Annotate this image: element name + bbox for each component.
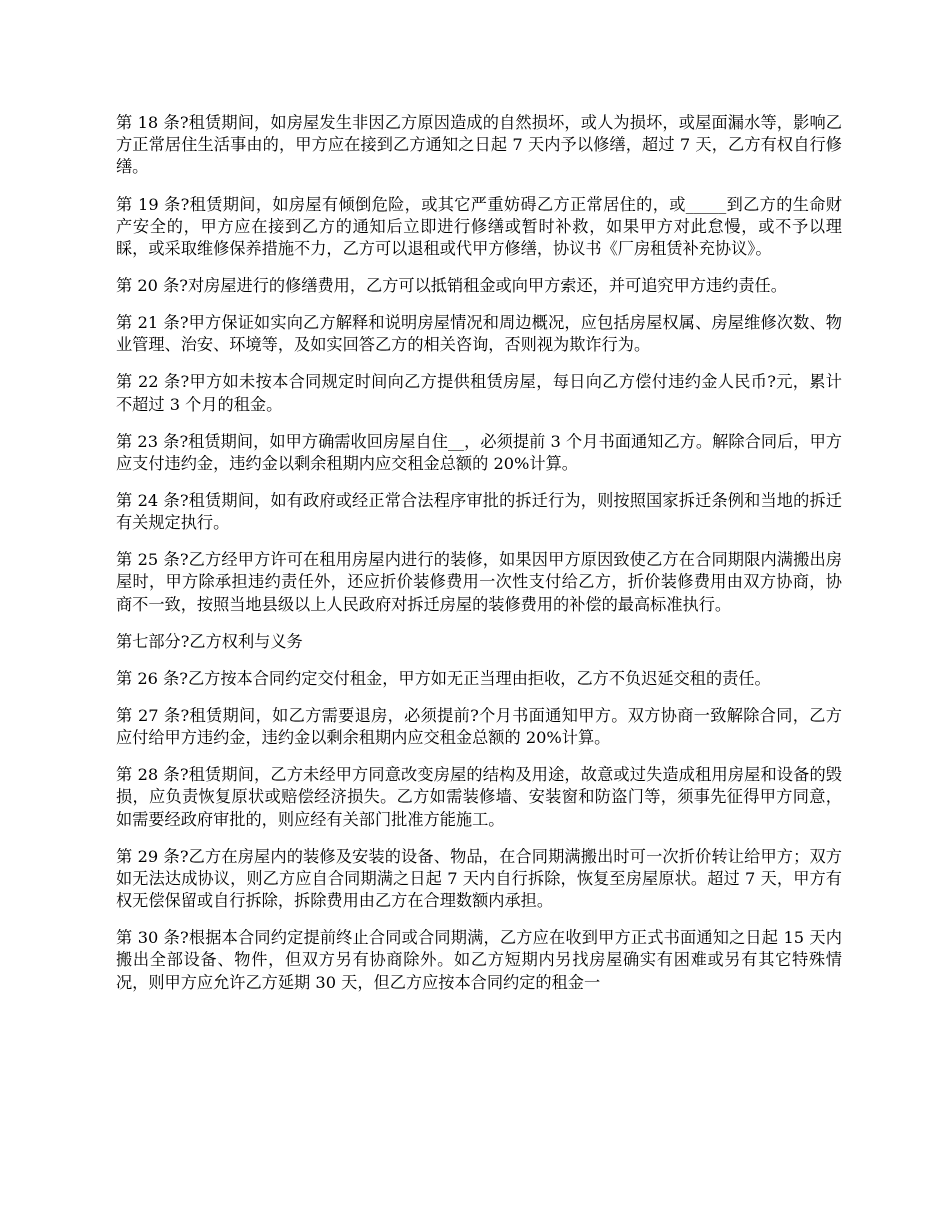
article-26-paragraph: 第 26 条?乙方按本合同约定交付租金，甲方如无正当理由拒收，乙方不负迟延交租的责任。 xyxy=(116,668,771,688)
article-21-paragraph: 第 21 条?甲方保证如实向乙方解释和说明房屋情况和周边概况，应包括房屋权属、房屋维修次数、物业管理、治安、环境等，及如实回答乙方的相关咨询，否则视为欺诈行为。 xyxy=(116,313,842,355)
document-page xyxy=(116,112,842,1009)
article-29-paragraph: 第 29 条?乙方在房屋内的装修及安装的设备、物品，在合同期满搬出时可一次折价转让给甲方；双方如无法达成协议，则乙方应自合同期满之日起 7 天内自行拆除，恢复至房屋原状。超过 7 天，甲方有权无偿保留或自行拆除，拆除费用由乙方在合理数额内承担。 xyxy=(116,846,842,911)
article-18-paragraph: 第 18 条?租赁期间，如房屋发生非因乙方原因造成的自然损坏，或人为损坏，或屋面漏水等，影响乙方正常居住生活事由的，甲方应在接到乙方通知之日起 7 天内予以修缮，超过 7 天，乙方有权自行修缮。 xyxy=(116,113,842,177)
part-seven-heading: 第七部分?乙方权利与义务 xyxy=(116,631,303,651)
article-23-paragraph: 第 23 条?租赁期间，如甲方确需收回房屋自住__，必须提前 3 个月书面通知乙方。解除合同后，甲方应支付违约金，违约金以剩余租期内应交租金总额的 20%计算。 xyxy=(116,431,842,473)
article-24-paragraph: 第 24 条?租赁期间，如有政府或经正常合法程序审批的拆迁行为，则按照国家拆迁条例和当地的拆迁有关规定执行。 xyxy=(116,490,842,533)
article-20-paragraph: 第 20 条?对房屋进行的修缮费用，乙方可以抵销租金或向甲方索还，并可追究甲方违约责任。 xyxy=(116,276,787,295)
article-25-paragraph: 第 25 条?乙方经甲方许可在租用房屋内进行的装修，如果因甲方原因致使乙方在合同期限内满搬出房屋时，甲方除承担违约责任外，还应折价装修费用一次性支付给乙方，折价装修费用由双方协商，协商不一致，按照当地县级以上人民政府对拆迁房屋的装修费用的补偿的最高标准执行。 xyxy=(116,550,842,614)
article-27-paragraph: 第 27 条?租赁期间，如乙方需要退房，必须提前?个月书面通知甲方。双方协商一致解除合同，乙方应付给甲方违约金，违约金以剩余租期内应交租金总额的 20%计算。 xyxy=(116,705,842,748)
article-30-paragraph: 第 30 条?根据本合同约定提前终止合同或合同期满，乙方应在收到甲方正式书面通知之日起 15 天内搬出全部设备、物件，但双方另有协商除外。如乙方短期内另找房屋确实有困难或另有其它特殊情况，则甲方应允许乙方延期 30 天，但乙方应按本合同约定的租金一 xyxy=(116,928,842,992)
article-22-paragraph: 第 22 条?甲方如未按本合同规定时间向乙方提供租赁房屋，每日向乙方偿付违约金人民币?元，累计不超过 3 个月的租金。 xyxy=(116,372,842,414)
article-19-paragraph: 第 19 条?租赁期间，如房屋有倾倒危险，或其它严重妨碍乙方正常居住的，或_____到乙方的生命财产安全的，甲方应在接到乙方的通知后立即进行修缮或暂时补救，如果甲方对此怠慢，或不予以理睬，或采取维修保养措施不力，乙方可以退租或代甲方修缮，协议书《厂房租赁补充协议》。 xyxy=(116,194,842,258)
article-28-paragraph: 第 28 条?租赁期间，乙方未经甲方同意改变房屋的结构及用途，故意或过失造成租用房屋和设备的毁损，应负责恢复原状或赔偿经济损失。乙方如需装修墙、安装窗和防盗门等，须事先征得甲方同意，如需要经政府审批的，则应经有关部门批准方能施工。 xyxy=(116,765,842,829)
